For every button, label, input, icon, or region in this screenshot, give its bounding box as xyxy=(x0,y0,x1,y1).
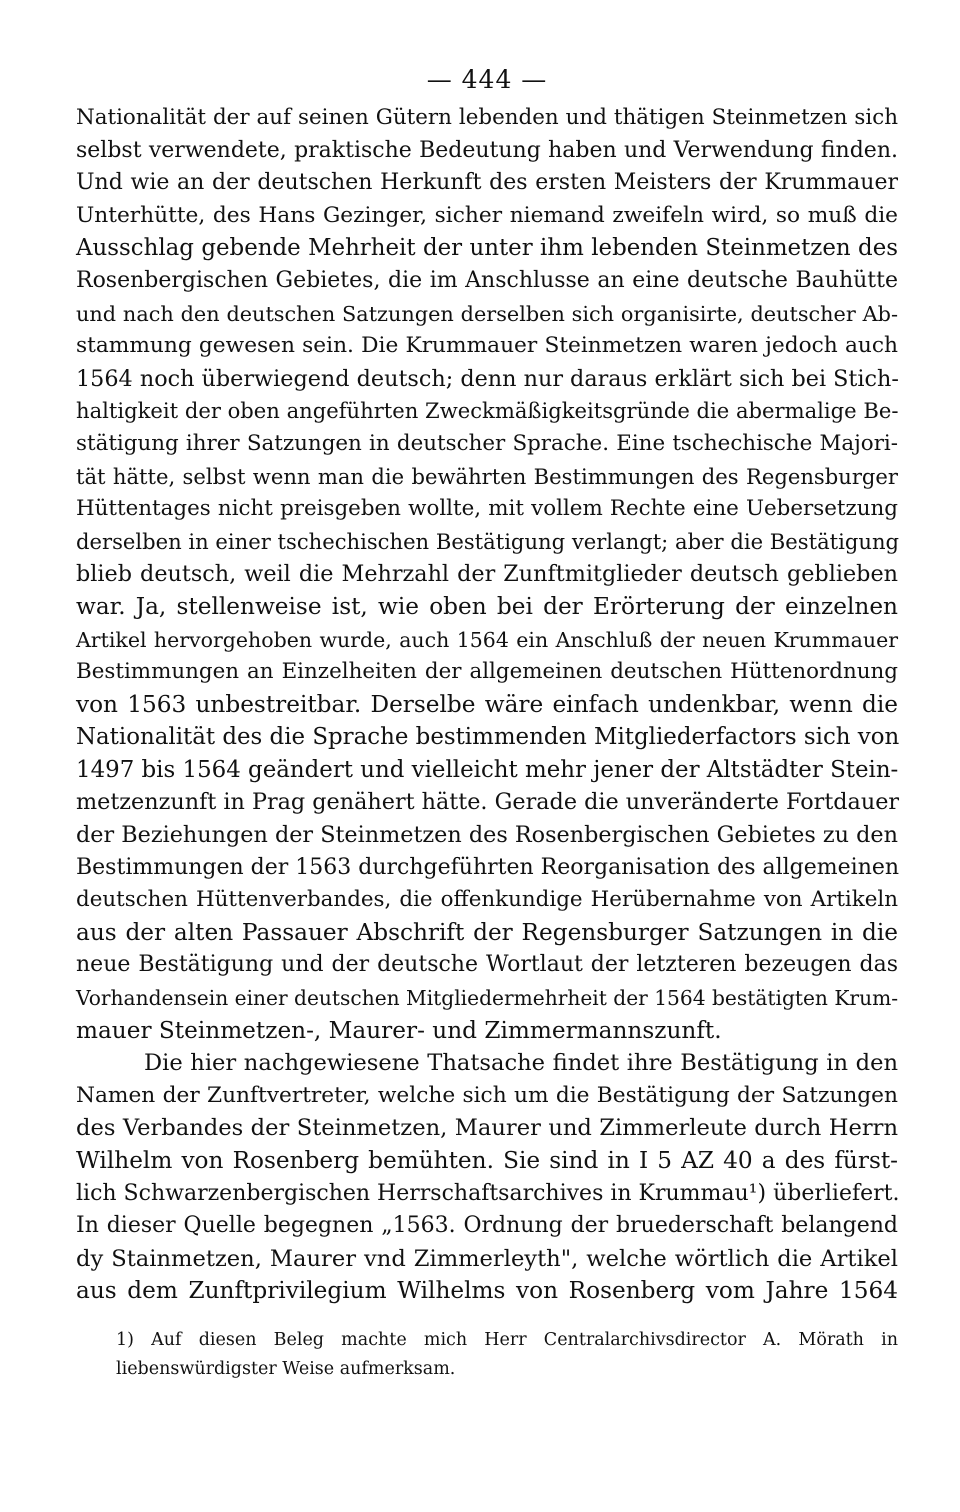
text-line: dy Stainmetzen, Maurer vnd Zimmerleyth", welche wörtlich die Artikel xyxy=(76,1245,898,1272)
text-line: von 1563 unbestreitbar. Derselbe wäre einfach undenkbar, wenn die xyxy=(76,690,898,718)
text-line: Hüttentages nicht preisgeben wollte, mit vollem Rechte eine Uebersetzung xyxy=(76,496,898,522)
page-number: — 444 — xyxy=(426,65,548,94)
text-line: 1564 noch überwiegend deutsch; denn nur daraus erklärt sich bei Stich- xyxy=(76,365,899,392)
text-line: derselben in einer tschechischen Bestätigung verlangt; aber die Bestätigung xyxy=(76,528,900,554)
text-line: aus dem Zunftprivilegium Wilhelms von Rosenberg vom Jahre 1564 xyxy=(76,1277,898,1305)
text-line: Die hier nachgewiesene Thatsache findet ihre Bestätigung in den xyxy=(144,1050,898,1077)
text-line: deutschen Hüttenverbandes, die offenkundige Herübernahme von Artikeln xyxy=(76,887,898,913)
text-line: Wilhelm von Rosenberg bemühten. Sie sind in I 5 AZ 40 a des fürst- xyxy=(76,1147,898,1174)
document-page xyxy=(76,60,898,1384)
text-line: In dieser Quelle begegnen „1563. Ordnung der bruederschaft belangend xyxy=(76,1213,898,1239)
text-line: Ausschlag gebende Mehrheit der unter ihm lebenden Steinmetzen des xyxy=(76,235,898,262)
text-line: neue Bestätigung und der deutsche Wortlaut der letzteren bezeugen das xyxy=(76,952,898,978)
text-line: metzenzunft in Prag genähert hätte. Gerade die unveränderte Fortdauer xyxy=(76,789,900,816)
footnote-line: liebenswürdigster Weise aufmerksam. xyxy=(116,1358,456,1379)
text-line: selbst verwendete, praktische Bedeutung haben und Verwendung finden. xyxy=(76,137,898,163)
text-line: tät hätte, selbst wenn man die bewährten Bestimmungen des Regensburger xyxy=(76,463,898,489)
text-line: 1497 bis 1564 geändert und vielleicht mehr jener der Altstädter Stein- xyxy=(76,756,899,783)
footnote-line: 1) Auf diesen Beleg machte mich Herr Centralarchivsdirector A. Mörath in xyxy=(116,1329,898,1350)
text-line: aus der alten Passauer Abschrift der Regensburger Satzungen in die xyxy=(76,918,898,946)
text-line: blieb deutsch, weil die Mehrzahl der Zunftmitglieder deutsch geblieben xyxy=(76,561,898,588)
text-line: stammung gewesen sein. Die Krummauer Steinmetzen waren jedoch auch xyxy=(76,333,898,359)
text-line: Nationalität des die Sprache bestimmenden Mitgliederfactors sich von xyxy=(76,724,900,751)
text-line: Bestimmungen der 1563 durchgeführten Reorganisation des allgemeinen xyxy=(76,854,900,880)
text-line: Vorhandensein einer deutschen Mitgliedermehrheit der 1564 bestätigten Krum- xyxy=(76,986,899,1011)
text-line: Namen der Zunftvertreter, welche sich um die Bestätigung der Satzungen xyxy=(76,1082,898,1108)
text-line: Rosenbergischen Gebietes, die im Anschlusse an eine deutsche Bauhütte xyxy=(76,267,898,293)
text-line: war. Ja, stellenweise ist, wie oben bei der Erörterung der einzelnen xyxy=(76,592,898,620)
text-line: Und wie an der deutschen Herkunft des ersten Meisters der Krummauer xyxy=(76,170,898,196)
paragraph-1 xyxy=(76,102,898,1047)
text-line: der Beziehungen der Steinmetzen des Rosenbergischen Gebietes zu den xyxy=(76,822,898,849)
text-line: Nationalität der auf seinen Gütern lebenden und thätigen Steinmetzen sich xyxy=(76,105,898,130)
text-line: Bestimmungen an Einzelheiten der allgemeinen deutschen Hüttenordnung xyxy=(76,659,898,685)
text-line: des Verbandes der Steinmetzen, Maurer und Zimmerleute durch Herrn xyxy=(76,1115,898,1142)
text-line: und nach den deutschen Satzungen derselben sich organisirte, deutscher Ab- xyxy=(76,301,898,326)
text-line: mauer Steinmetzen-, Maurer- und Zimmermannszunft. xyxy=(76,1016,722,1044)
footnote xyxy=(76,1326,898,1384)
text-line: Unterhütte, des Hans Gezinger, sicher niemand zweifeln wird, so muß die xyxy=(76,202,898,228)
text-line: stätigung ihrer Satzungen in deutscher Sprache. Eine tschechische Majori- xyxy=(76,430,898,456)
paragraph-2 xyxy=(76,1047,898,1308)
text-line: haltigkeit der oben angeführten Zweckmäßigkeitsgründe die abermalige Be- xyxy=(76,398,899,424)
text-line: Artikel hervorgehoben wurde, auch 1564 ein Anschluß der neuen Krummauer xyxy=(76,627,898,652)
text-line: lich Schwarzenbergischen Herrschaftsarchives in Krummau¹) überliefert. xyxy=(76,1180,900,1206)
